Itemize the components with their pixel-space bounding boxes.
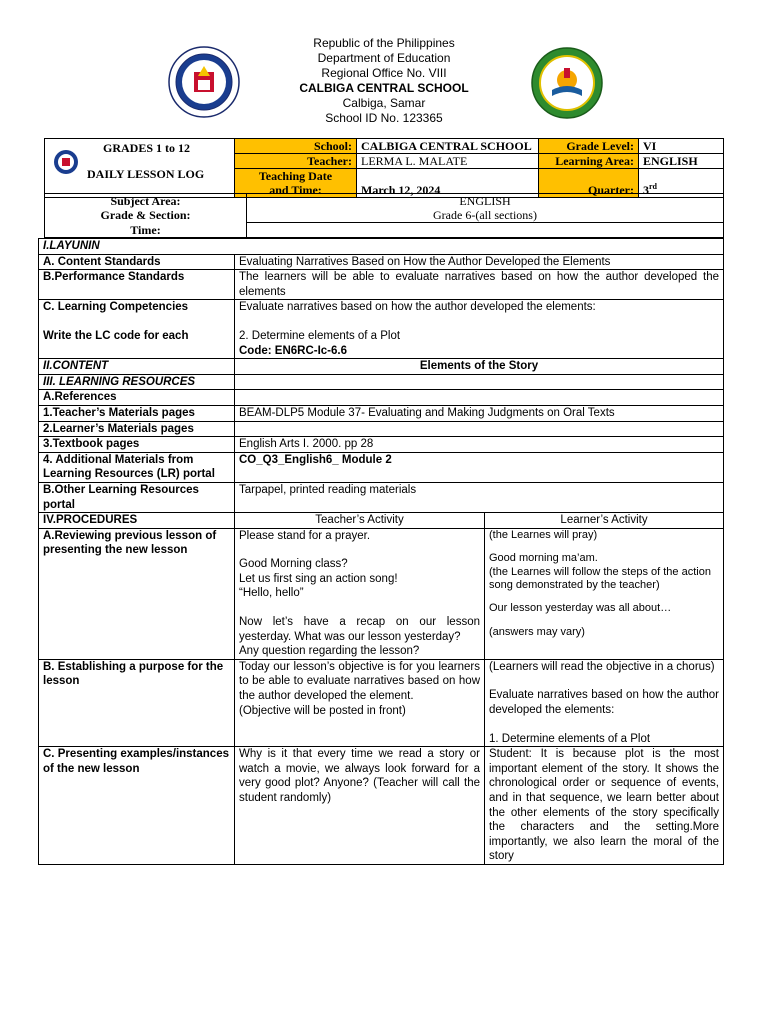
procedure-a-learner-2: Good morning ma’am. [489,552,598,565]
procedure-a-learner-1: (the Learnes will pray) [489,528,598,541]
subject-table [44,193,724,238]
textbook-pages-value: English Arts I. 2000. pp 28 [235,437,724,453]
content-standards-value: Evaluating Narratives Based on How the Author Developed the Elements [235,254,724,270]
procedure-c-teacher: Why is it that every time we read a story or watch a movie, we always look forward for a very good plot? Anyone? (Teacher will call the student randomly) [235,747,485,865]
other-resources-value: Tarpapel, printed reading materials [235,482,724,512]
school-label: School: [235,139,357,154]
other-resources-label: B.Other Learning Resources portal [39,482,235,512]
grade-level-value: VI [639,139,724,154]
time-value [247,223,724,238]
procedure-a-learner-3: (the Learnes will follow the steps of the action song demonstrated by the teacher) [489,565,711,591]
procedure-b-learner-2: Evaluate narratives based on how the author developed the elements: [489,689,719,717]
teacher-label: Teacher: [235,154,357,169]
competency-item: 2. Determine elements of a Plot [239,329,401,342]
teaching-date-value: March 12, 2024 [357,169,539,198]
learning-competencies-cell [39,300,235,359]
procedure-a-label: A.Reviewing previous lesson of presenting the new lesson [39,528,235,659]
lc-code-label: Write the LC code for each [43,329,189,342]
procedure-a-teacher [235,528,485,659]
learners-materials-value [235,421,724,437]
quarter-label: Quarter: [539,169,639,198]
learning-resources-empty [235,374,724,390]
time-label: Time: [45,223,247,238]
lesson-table [38,238,724,865]
header-republic: Republic of the Philippines [313,36,455,50]
learners-materials-label: 2.Learner’s Materials pages [39,421,235,437]
school-value: CALBIGA CENTRAL SCHOOL [357,139,539,154]
procedure-b-teacher-1: Today our lesson’s objective is for you learners to be able to evaluate narratives based on how the author developed the element. [239,660,480,703]
teachers-materials-label: 1.Teacher’s Materials pages [39,405,235,421]
procedure-a-learner-4: Our lesson yesterday was all about… [489,602,672,615]
competency-code: Code: EN6RC-Ic-6.6 [239,344,347,357]
procedure-b-label: B. Establishing a purpose for the lesson [39,659,235,746]
procedure-a-teacher-4: “Hello, hello” [239,587,304,600]
content-standards-label: A. Content Standards [39,254,235,270]
teaching-date-label-line1: Teaching Date [258,169,333,183]
quarter-suffix: rd [649,182,657,191]
learning-competencies-value [235,300,724,359]
performance-standards-value: The learners will be able to evaluate narratives based on how the author developed the elements [235,270,724,300]
grade-section-value: Grade 6-(all sections) [247,208,724,223]
header-location: Calbiga, Samar [342,96,426,110]
subject-area-value: ENGLISH [247,194,724,209]
procedure-b-learner-1: (Learners will read the objective in a chorus) [489,660,715,673]
procedure-a-teacher-3: Let us first sing an action song! [239,572,398,585]
header-regional-office: Regional Office No. VIII [321,66,447,80]
procedure-b-teacher [235,659,485,746]
additional-materials-label: 4. Additional Materials from Learning Resources (LR) portal [39,452,235,482]
procedure-a-learner [485,528,724,659]
teaching-date-label-line2: and Time: [269,183,322,197]
learning-area-value: ENGLISH [639,154,724,169]
learning-competencies-label: C. Learning Competencies [43,301,189,314]
content-value: Elements of the Story [235,359,724,375]
additional-materials-value: CO_Q3_English6_ Module 2 [235,452,724,482]
quarter-number: 3 [643,183,649,197]
grades-label: GRADES 1 to 12 [103,141,191,155]
competency-text: Evaluate narratives based on how the author developed the elements: [239,301,596,314]
references-empty [235,390,724,406]
references-label: A.References [39,390,235,406]
procedure-b-learner-3: 1. Determine elements of a Plot [489,732,651,745]
content-heading: II.CONTENT [39,359,235,375]
learning-area-label: Learning Area: [539,154,639,169]
procedure-a-teacher-6: Any question regarding the lesson? [239,645,420,658]
teachers-materials-value: BEAM-DLP5 Module 37- Evaluating and Making Judgments on Oral Texts [235,405,724,421]
deped-small-logo-icon [53,149,79,175]
procedure-a-teacher-5: Now let’s have a recap on our lesson yesterday. What was our lesson yesterday? [239,616,480,643]
teacher-activity-heading: Teacher’s Activity [235,513,485,529]
learner-activity-heading: Learner’s Activity [485,513,724,529]
grade-section-label: Grade & Section: [45,208,247,223]
performance-standards-label: B.Performance Standards [39,270,235,300]
dll-title-cell [45,139,235,198]
layunin-heading: I.LAYUNIN [39,239,724,255]
textbook-pages-label: 3.Textbook pages [39,437,235,453]
procedure-a-learner-5: (answers may vary) [489,625,585,638]
procedure-b-teacher-2: (Objective will be posted in front) [239,704,406,717]
grade-level-label: Grade Level: [539,139,639,154]
procedure-b-learner [485,659,724,746]
header-school-name: CALBIGA CENTRAL SCHOOL [299,81,469,95]
procedure-a-teacher-2: Good Morning class? [239,558,348,571]
procedure-a-teacher-1: Please stand for a prayer. [239,529,371,542]
header-school-id: School ID No. 123365 [325,111,443,125]
dll-info-table [44,138,724,198]
subject-area-label: Subject Area: [45,194,247,209]
procedure-c-label: C. Presenting examples/instances of the new lesson [39,747,235,865]
learning-resources-heading: III. LEARNING RESOURCES [39,374,235,390]
procedure-c-learner: Student: It is because plot is the most important element of the story. It shows the chronological order or sequence of events, and in that sequence, we learn better about the other elements of the story specifically the characters and the setting.More importantly, we also learn the moral of the story [485,747,724,865]
school-header [0,36,768,126]
header-department: Department of Education [317,51,451,65]
teacher-value: LERMA L. MALATE [357,154,539,169]
procedures-heading: IV.PROCEDURES [39,513,235,529]
daily-lesson-log-title: DAILY LESSON LOG [87,167,205,181]
